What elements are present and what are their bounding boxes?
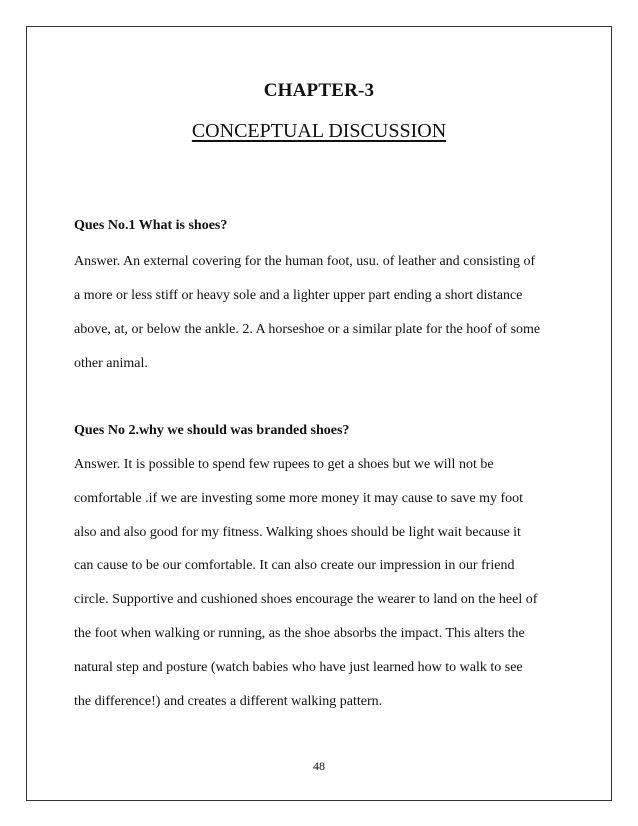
- page-number: 48: [313, 759, 325, 773]
- answer-1-line: other animal.: [74, 356, 148, 371]
- answer-2-line: the foot when walking or running, as the shoe absorbs the impact. This alters the: [74, 626, 525, 641]
- answer-2-line: comfortable .if we are investing some more money it may cause to save my foot: [74, 491, 524, 506]
- answer-2-line: natural step and posture (watch babies who have just learned how to walk to see: [74, 660, 523, 675]
- answer-1-line: Answer. An external covering for the human foot, usu. of leather and consisting of: [74, 254, 536, 269]
- answer-2-line: also and also good for my fitness. Walking shoes should be light wait because it: [74, 525, 521, 540]
- question-2: Ques No 2.why we should was branded shoes?: [74, 423, 350, 438]
- answer-2-line: circle. Supportive and cushioned shoes encourage the wearer to land on the heel of: [74, 592, 538, 607]
- chapter-heading: CHAPTER-3: [263, 80, 375, 101]
- answer-1-line: above, at, or below the ankle. 2. A horseshoe or a similar plate for the hoof of some: [74, 322, 541, 337]
- question-1: Ques No.1 What is shoes?: [74, 218, 228, 233]
- answer-2-line: Answer. It is possible to spend few rupees to get a shoes but we will not be: [74, 457, 494, 472]
- answer-2-line: the difference!) and creates a different walking pattern.: [74, 694, 383, 709]
- answer-2-line: can cause to be our comfortable. It can also create our impression in our friend: [74, 558, 515, 573]
- chapter-title: CONCEPTUAL DISCUSSION: [191, 120, 447, 142]
- answer-1-line: a more or less stiff or heavy sole and a lighter upper part ending a short distance: [74, 288, 523, 303]
